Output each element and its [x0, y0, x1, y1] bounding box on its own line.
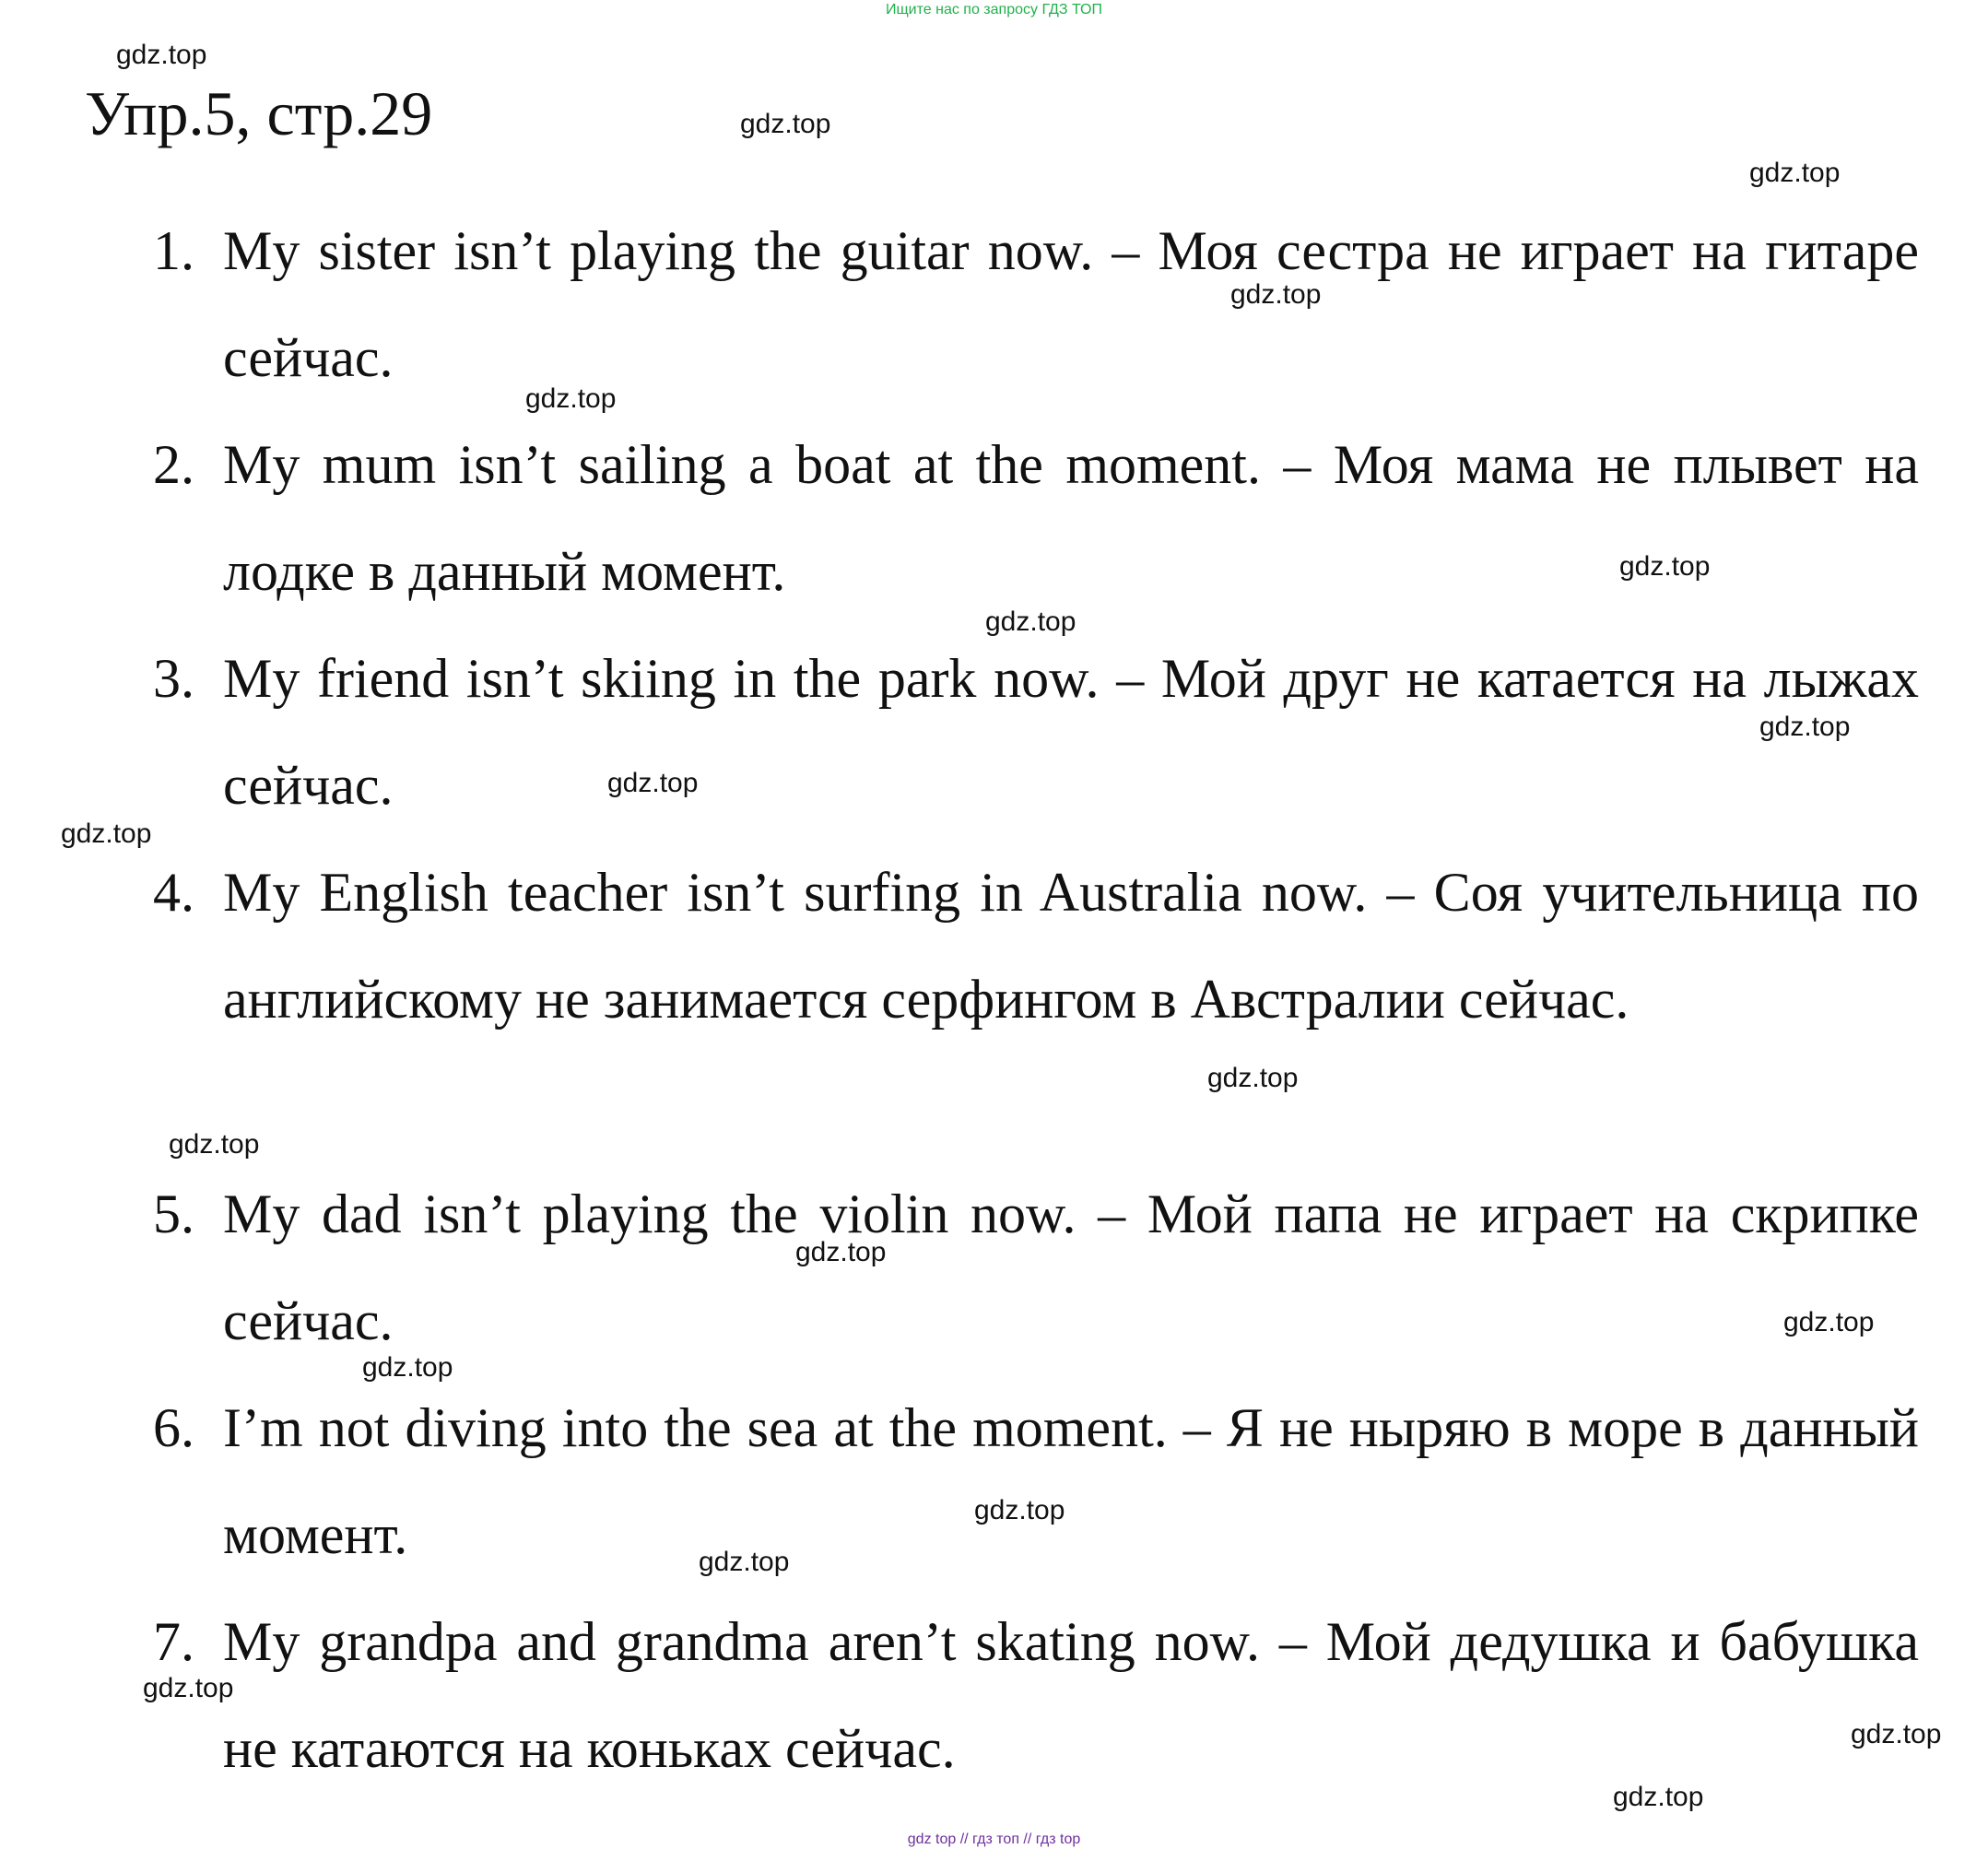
- item-text: My English teacher isn’t surfing in Australia now. – Соя учительница по английскому не занимается серфингом в Австралии сейчас.: [223, 862, 1919, 1030]
- top-banner: Ищите нас по запросу ГДЗ ТОП: [886, 2, 1102, 18]
- watermark: gdz.top: [1619, 551, 1711, 582]
- watermark: gdz.top: [116, 40, 207, 70]
- watermark: gdz.top: [1749, 158, 1841, 188]
- watermark: gdz.top: [795, 1237, 887, 1267]
- watermark: gdz.top: [143, 1673, 234, 1703]
- watermark: gdz.top: [1613, 1782, 1704, 1812]
- watermark: gdz.top: [740, 109, 831, 139]
- item-text: My grandpa and grandma aren’t skating now. – Мой дедушка и бабушка не катаются на коньках сейчас.: [223, 1611, 1919, 1779]
- watermark: gdz.top: [1759, 712, 1851, 742]
- item-text: I’m not diving into the sea at the moment. – Я не ныряю в море в данный момент.: [223, 1397, 1919, 1565]
- watermark: gdz.top: [985, 607, 1076, 637]
- watermark: gdz.top: [699, 1547, 790, 1577]
- watermark: gdz.top: [1783, 1307, 1875, 1337]
- watermark: gdz.top: [169, 1129, 260, 1160]
- item-number: 3.: [153, 648, 194, 709]
- watermark: gdz.top: [974, 1495, 1065, 1525]
- item-text: My dad isn’t playing the violin now. – Мой папа не играет на скрипке сейчас.: [223, 1184, 1919, 1351]
- item-number: 5.: [153, 1184, 194, 1244]
- item-number: 1.: [153, 220, 194, 281]
- watermark: gdz.top: [1851, 1719, 1942, 1749]
- item-number: 2.: [153, 434, 194, 495]
- bottom-banner: gdz top // гдз топ // гдз top: [907, 1831, 1081, 1847]
- page-title: Упр.5, стр.29: [85, 78, 433, 148]
- item-number: 6.: [153, 1397, 194, 1458]
- item-number: 7.: [153, 1611, 194, 1672]
- item-text: My mum isn’t sailing a boat at the moment. – Моя мама не плывет на лодке в данный момент.: [223, 434, 1919, 602]
- item-number: 4.: [153, 862, 194, 923]
- watermark: gdz.top: [607, 768, 699, 798]
- watermark: gdz.top: [525, 383, 617, 414]
- watermark: gdz.top: [1230, 279, 1322, 310]
- watermark: gdz.top: [61, 819, 152, 849]
- watermark: gdz.top: [1207, 1063, 1299, 1093]
- item-text: My friend isn’t skiing in the park now. – Мой друг не катается на лыжах сейчас.: [223, 648, 1919, 816]
- watermark: gdz.top: [362, 1352, 453, 1383]
- item-text: My sister isn’t playing the guitar now. – Моя сестра не играет на гитаре сейчас.: [223, 220, 1919, 388]
